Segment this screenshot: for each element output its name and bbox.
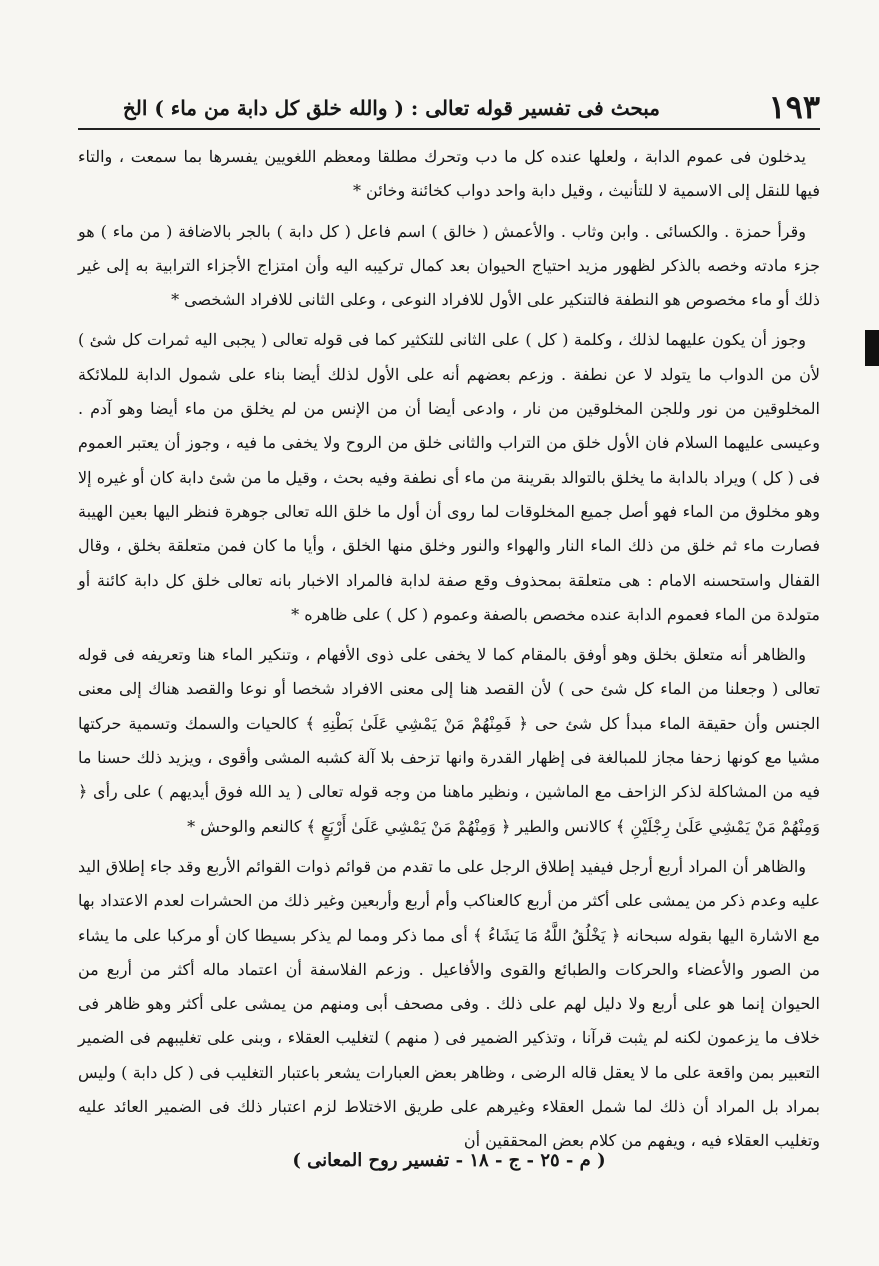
paragraph: وجوز أن يكون عليهما لذلك ، وكلمة ( كل ) على الثانى للتكثير كما فى قوله تعالى ( يجبى اليه ثمرات كل شئ ) لأن من الدواب ما يتولد لا عن نطفة . وزعم بعضهم أنه على الأول لذلك أيضا بناء على شمول الدابة للملائكة المخلوقين من نور وللجن المخلوقين من نار ، وادعى أيضا أن من الإنس من لم يخلق من ماء أيضا وهو آدم . وعيسى عليهما السلام فان الأول خلق من التراب والثانى خلق من الروح ولا يخفى ما فيه ، وجوز أن يعتبر العموم فى ( كل ) ويراد بالدابة ما يخلق بالتوالد بقرينة من ماء أى نطفة وفيه بحث ، وقيل ما من شئ دابة كان أو غيره إلا وهو مخلوق من الماء فهو أصل جميع المخلوقات لما روى أن أول ما خلق الله تعالى جوهرة فنظر اليها بعين الهيبة فصارت ماء ثم خلق من ذلك الماء النار والهواء والنور وخلق منها الخلق ، وأيا ما كان فمن متعلقة بخلق ، وقال القفال واستحسنه الامام : هى متعلقة بمحذوف وقع صفة لدابة فالمراد الاخبار بانه تعالى خلق كل دابة كائنة أو متولدة من الماء فعموم الدابة عنده مخصص بالصفة وعموم ( كل ) على ظاهره * [78, 330, 821, 624]
running-title: مبحث فى تفسير قوله تعالى : ( والله خلق كل دابة من ماء ) الخ [122, 96, 660, 120]
page-header [78, 88, 820, 128]
paragraph: والظاهر أن المراد أربع أرجل فيفيد إطلاق الرجل على ما تقدم من قوائم ذوات القوائم الأربع وقد جاء إطلاق اليد عليه وعدم ذكر من يمشى على أكثر من أربع كالعناكب وأم أربع وأربعين وغير ذلك من الحشرات لعدم الاعتداد بها مع الاشارة اليها بقوله سبحانه ﴿ يَخْلُقُ اللَّهُ مَا يَشَاءُ ﴾ أى مما ذكر ومما لم يذكر بسيطا كان أو مركبا على ما يشاء من الصور والأعضاء والحركات والطبائع والقوى والأفاعيل . وزعم الفلاسفة أن اعتماد ماله أكثر من أربع من الحيوان إنما هو على أربع ولا دليل لهم على ذلك . وفى مصحف أبى ومنهم من يمشى على أكثر وهو ظاهر فى خلاف ما يزعمون لكنه لم يثبت قرآنا ، وتذكير الضمير فى ( منهم ) لتغليب العقلاء ، وبنى على تغليبهم فى الضمير التعبير بمن واقعة على ما لا يعقل قاله الرضى ، وظاهر بعض العبارات يشعر باعتبار التغليب فى ( كل دابة ) وليس بمراد بل المراد أن ذلك لما شمل العقلاء وغيرهم على طريق الاختلاط لزم اعتبار ذلك فى الضمير العائد عليه وتغليب العقلاء فيه ، ويفهم من كلام بعض المحققين أن [78, 856, 821, 1151]
page-number: ١٩٣ [768, 88, 820, 126]
paragraph: يدخلون فى عموم الدابة ، ولعلها عنده كل ما دب وتحرك مطلقا ومعظم اللغويين يفسرها بما سمعت ، والتاء فيها للنقل إلى الاسمية لا للتأنيث ، وقيل دابة واحد دواب كخائنة وخائن * [78, 147, 820, 201]
paragraph: والظاهر أنه متعلق بخلق وهو أوفق بالمقام كما لا يخفى على ذوى الأفهام ، وتنكير الماء هنا وتعريفه فى قوله تعالى ( وجعلنا من الماء كل شئ حى ) لأن القصد هنا إلى معنى الافراد شخصا أو نوعا والقصد هناك إلى معنى الجنس وأن حقيقة الماء مبدأ كل شئ حى ﴿ فَمِنْهُمْ مَنْ يَمْشِي عَلَىٰ بَطْنِهِ ﴾ كالحيات والسمك وتسمية حركتها مشيا مع كونها زحفا مجاز للمبالغة فى إظهار القدرة وانها تزحف بلا آلة كشبه المشى وأقوى ، ويزيد ذلك حسنا ما فيه من المشاكلة لذكر الزاحف مع الماشين ، ونظير ماهنا من وجه قوله تعالى ( يد الله فوق أيديهم ) على رأى ﴿ وَمِنْهُمْ مَنْ يَمْشِي عَلَىٰ رِجْلَيْنِ ﴾ كالانس والطير ﴿ وَمِنْهُمْ مَنْ يَمْشِي عَلَىٰ أَرْبَعٍ ﴾ كالنعم والوحش * [78, 645, 821, 836]
paragraph: وقرأ حمزة . والكسائى . وابن وثاب . والأعمش ( خالق ) اسم فاعل ( كل دابة ) بالجر بالاضافة ( من ماء ) هو جزء مادته وخصه بالذكر لظهور مزيد احتياج الحيوان بعد كمال تركيبه اليه وأن امتزاج الأجزاء الترابية به إلى غير ذلك أو ماء مخصوص هو النطفة فالتنكير على الأول للافراد النوعى ، وعلى الثانى للافراد الشخصى * [78, 221, 821, 310]
body-text [78, 140, 820, 1165]
signature-line: ( م - ٢٥ - ج - ١٨ - تفسير روح المعانى ) [292, 1150, 606, 1171]
margin-tab-mark [865, 330, 879, 366]
header-rule [78, 128, 820, 130]
